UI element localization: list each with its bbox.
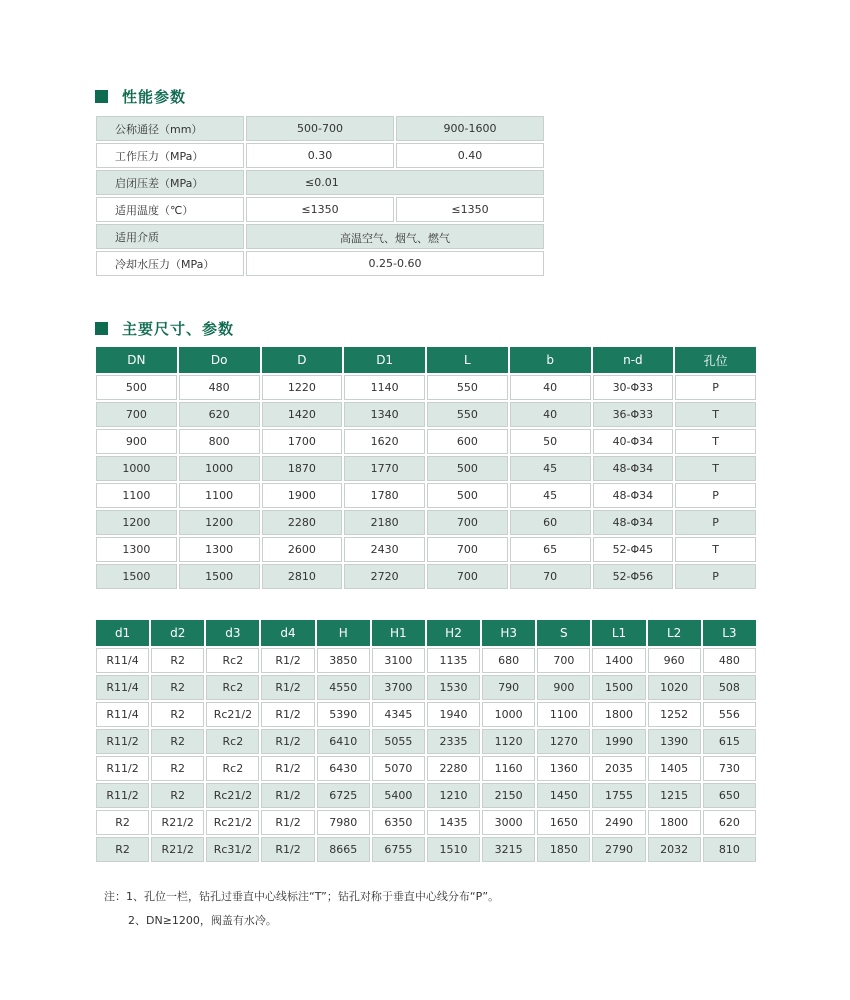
column-header: d4 (261, 620, 314, 646)
table-cell: 6755 (372, 837, 425, 862)
table-row (96, 116, 544, 141)
table-cell: Rc21/2 (206, 702, 259, 727)
table-cell: R11/4 (96, 702, 149, 727)
table-cell: 1940 (427, 702, 480, 727)
table-cell: 1435 (427, 810, 480, 835)
table-cell: 1300 (96, 537, 177, 562)
table-cell: 1530 (427, 675, 480, 700)
table-cell: 1120 (482, 729, 535, 754)
table-cell: 2032 (648, 837, 701, 862)
column-header: D1 (344, 347, 425, 373)
table-cell: T (675, 429, 756, 454)
table-cell: 1500 (592, 675, 645, 700)
performance-table (94, 114, 546, 278)
table-cell: 48-Φ34 (593, 456, 674, 481)
table-cell: T (675, 456, 756, 481)
table-cell: 1755 (592, 783, 645, 808)
column-header: H3 (482, 620, 535, 646)
table-cell: 2280 (262, 510, 343, 535)
table-cell: 700 (427, 537, 508, 562)
table-cell: Rc31/2 (206, 837, 259, 862)
table-cell: R2 (151, 756, 204, 781)
table-cell: 1800 (592, 702, 645, 727)
table-row (96, 197, 544, 222)
dimensions-table-2 (94, 618, 758, 864)
perf-cell: ≤1350 (246, 197, 394, 222)
column-header: L2 (648, 620, 701, 646)
section-title-dimensions (95, 318, 234, 339)
table-cell: 2180 (344, 510, 425, 535)
column-header: L3 (703, 620, 756, 646)
table-cell: 2280 (427, 756, 480, 781)
table-cell: R1/2 (261, 810, 314, 835)
table-cell: 1700 (262, 429, 343, 454)
column-header: n-d (593, 347, 674, 373)
table-cell: 2430 (344, 537, 425, 562)
table-cell: 7980 (317, 810, 370, 835)
table-cell: 650 (703, 783, 756, 808)
table-cell: 1850 (537, 837, 590, 862)
table-row (96, 810, 756, 835)
table-cell: 52-Φ56 (593, 564, 674, 589)
table-cell: 40-Φ34 (593, 429, 674, 454)
table-cell: 2150 (482, 783, 535, 808)
table-cell: R11/2 (96, 729, 149, 754)
table-cell: 620 (703, 810, 756, 835)
table-cell: 1800 (648, 810, 701, 835)
table-cell: 960 (648, 648, 701, 673)
table-cell: P (675, 483, 756, 508)
table-cell: 1000 (96, 456, 177, 481)
table-cell: 1780 (344, 483, 425, 508)
table-row (96, 648, 756, 673)
column-header: H (317, 620, 370, 646)
table-cell: 2600 (262, 537, 343, 562)
perf-label: 适用温度（℃） (96, 197, 244, 222)
table-cell: T (675, 402, 756, 427)
table-cell: 500 (96, 375, 177, 400)
square-bullet-icon (95, 322, 108, 335)
table-cell: R1/2 (261, 756, 314, 781)
table-cell: R1/2 (261, 702, 314, 727)
section-title-text: 性能参数 (122, 88, 187, 106)
table-cell: 5070 (372, 756, 425, 781)
table-cell: Rc2 (206, 729, 259, 754)
table-cell: R11/4 (96, 675, 149, 700)
table-cell: 1300 (179, 537, 260, 562)
table-row (96, 837, 756, 862)
table-cell: R2 (151, 783, 204, 808)
table-cell: 900 (537, 675, 590, 700)
table-cell: 550 (427, 375, 508, 400)
table-cell: 1000 (482, 702, 535, 727)
table-cell: 50 (510, 429, 591, 454)
table-cell: 65 (510, 537, 591, 562)
table-cell: R11/4 (96, 648, 149, 673)
column-header: d3 (206, 620, 259, 646)
table-cell: 1420 (262, 402, 343, 427)
table-cell: 500 (427, 483, 508, 508)
column-header: D (262, 347, 343, 373)
column-header: L (427, 347, 508, 373)
table-cell: 1270 (537, 729, 590, 754)
table-row (96, 170, 544, 195)
table-cell: 5400 (372, 783, 425, 808)
table-cell: R1/2 (261, 729, 314, 754)
table-cell: R21/2 (151, 837, 204, 862)
column-header: 孔位 (675, 347, 756, 373)
table-row (96, 251, 544, 276)
note-line-1: 注：1、孔位一栏，钻孔过垂直中心线标注“T”；钻孔对称于垂直中心线分布“P”。 (104, 890, 500, 903)
table-cell: 60 (510, 510, 591, 535)
perf-cell: 500-700 (246, 116, 394, 141)
table-cell: R1/2 (261, 648, 314, 673)
table-cell: 6725 (317, 783, 370, 808)
table-cell: 6410 (317, 729, 370, 754)
perf-label: 工作压力（MPa） (96, 143, 244, 168)
table-cell: R1/2 (261, 675, 314, 700)
perf-cell: ≤0.01 (246, 170, 544, 195)
table-cell: 6350 (372, 810, 425, 835)
square-bullet-icon (95, 90, 108, 103)
table-row (96, 224, 544, 249)
column-header: H2 (427, 620, 480, 646)
table-cell: R11/2 (96, 783, 149, 808)
table-cell: 1620 (344, 429, 425, 454)
dimensions-table-1 (94, 345, 758, 591)
table-cell: 1870 (262, 456, 343, 481)
table-cell: P (675, 564, 756, 589)
section-title-text: 主要尺寸、参数 (122, 320, 235, 338)
table-cell: 1400 (592, 648, 645, 673)
column-header: d2 (151, 620, 204, 646)
table-cell: Rc2 (206, 675, 259, 700)
table-cell: 5390 (317, 702, 370, 727)
table-row (96, 564, 756, 589)
table-cell: 500 (427, 456, 508, 481)
table-cell: 700 (427, 510, 508, 535)
perf-label: 启闭压差（MPa） (96, 170, 244, 195)
table-cell: 36-Φ33 (593, 402, 674, 427)
column-header: b (510, 347, 591, 373)
notes (104, 885, 499, 933)
table-row (96, 429, 756, 454)
table-cell: 1252 (648, 702, 701, 727)
table-row (96, 675, 756, 700)
table-row (96, 756, 756, 781)
table-cell: 4550 (317, 675, 370, 700)
table-cell: 6430 (317, 756, 370, 781)
table-cell: 556 (703, 702, 756, 727)
table-cell: 1160 (482, 756, 535, 781)
table-cell: 700 (537, 648, 590, 673)
table-cell: R1/2 (261, 837, 314, 862)
table-cell: 900 (96, 429, 177, 454)
table-row (96, 375, 756, 400)
table-cell: 1140 (344, 375, 425, 400)
table-cell: 480 (703, 648, 756, 673)
note-line-2: 2、DN≥1200，阀盖有水冷。 (128, 914, 277, 927)
table-row (96, 510, 756, 535)
table-cell: R1/2 (261, 783, 314, 808)
table-cell: R2 (151, 729, 204, 754)
table-cell: 1135 (427, 648, 480, 673)
table-cell: 550 (427, 402, 508, 427)
table-cell: P (675, 375, 756, 400)
table-cell: 1500 (179, 564, 260, 589)
table-cell: 508 (703, 675, 756, 700)
table-cell: 48-Φ34 (593, 483, 674, 508)
table-cell: 1650 (537, 810, 590, 835)
table-cell: 1450 (537, 783, 590, 808)
perf-cell: 0.25-0.60 (246, 251, 544, 276)
table-cell: 40 (510, 375, 591, 400)
table-cell: 52-Φ45 (593, 537, 674, 562)
table-cell: 615 (703, 729, 756, 754)
table-row (96, 537, 756, 562)
table-row (96, 483, 756, 508)
table-cell: T (675, 537, 756, 562)
table-cell: 3000 (482, 810, 535, 835)
table-cell: 1200 (96, 510, 177, 535)
column-header: Do (179, 347, 260, 373)
table-header-row (96, 620, 756, 646)
table-row (96, 702, 756, 727)
perf-cell: ≤1350 (396, 197, 544, 222)
table-cell: Rc2 (206, 756, 259, 781)
table-cell: 1990 (592, 729, 645, 754)
column-header: d1 (96, 620, 149, 646)
table-cell: 810 (703, 837, 756, 862)
perf-cell: 高温空气、烟气、燃气 (246, 224, 544, 249)
perf-cell: 0.30 (246, 143, 394, 168)
table-cell: 8665 (317, 837, 370, 862)
table-cell: 1220 (262, 375, 343, 400)
table-cell: 1020 (648, 675, 701, 700)
table-cell: 1100 (179, 483, 260, 508)
perf-label: 冷却水压力（MPa） (96, 251, 244, 276)
table-cell: 600 (427, 429, 508, 454)
table-cell: 1770 (344, 456, 425, 481)
table-cell: 2720 (344, 564, 425, 589)
table-row (96, 456, 756, 481)
table-cell: 480 (179, 375, 260, 400)
column-header: L1 (592, 620, 645, 646)
table-cell: 3700 (372, 675, 425, 700)
table-row (96, 143, 544, 168)
table-cell: R2 (151, 675, 204, 700)
table-row (96, 783, 756, 808)
column-header: S (537, 620, 590, 646)
table-cell: 1210 (427, 783, 480, 808)
table-cell: 1360 (537, 756, 590, 781)
table-cell: 1390 (648, 729, 701, 754)
table-cell: 700 (427, 564, 508, 589)
table-cell: 1100 (537, 702, 590, 727)
perf-cell: 0.40 (396, 143, 544, 168)
table-cell: 3850 (317, 648, 370, 673)
table-cell: R11/2 (96, 756, 149, 781)
perf-cell: 900-1600 (396, 116, 544, 141)
table-cell: Rc21/2 (206, 810, 259, 835)
table-cell: 2335 (427, 729, 480, 754)
table-cell: 730 (703, 756, 756, 781)
table-cell: 2490 (592, 810, 645, 835)
table-cell: 620 (179, 402, 260, 427)
table-cell: 1215 (648, 783, 701, 808)
perf-label: 适用介质 (96, 224, 244, 249)
table-cell: 30-Φ33 (593, 375, 674, 400)
table-cell: R21/2 (151, 810, 204, 835)
table-cell: R2 (151, 648, 204, 673)
table-cell: 2790 (592, 837, 645, 862)
table-cell: 680 (482, 648, 535, 673)
table-cell: R2 (151, 702, 204, 727)
table-cell: 1510 (427, 837, 480, 862)
table-cell: 2035 (592, 756, 645, 781)
table-cell: 790 (482, 675, 535, 700)
table-cell: 1500 (96, 564, 177, 589)
table-row (96, 402, 756, 427)
table-cell: 800 (179, 429, 260, 454)
table-cell: 3215 (482, 837, 535, 862)
table-cell: 1405 (648, 756, 701, 781)
table-cell: 45 (510, 483, 591, 508)
column-header: DN (96, 347, 177, 373)
table-row (96, 729, 756, 754)
table-cell: 70 (510, 564, 591, 589)
perf-label: 公称通径（mm） (96, 116, 244, 141)
table-cell: 5055 (372, 729, 425, 754)
table-cell: R2 (96, 810, 149, 835)
table-cell: 4345 (372, 702, 425, 727)
table-cell: 1340 (344, 402, 425, 427)
table-cell: 1000 (179, 456, 260, 481)
table-cell: 45 (510, 456, 591, 481)
table-cell: 2810 (262, 564, 343, 589)
table-cell: 700 (96, 402, 177, 427)
table-cell: P (675, 510, 756, 535)
table-header-row (96, 347, 756, 373)
table-cell: 1900 (262, 483, 343, 508)
table-cell: 40 (510, 402, 591, 427)
table-cell: 1100 (96, 483, 177, 508)
table-cell: 3100 (372, 648, 425, 673)
column-header: H1 (372, 620, 425, 646)
table-cell: 1200 (179, 510, 260, 535)
table-cell: R2 (96, 837, 149, 862)
table-cell: Rc2 (206, 648, 259, 673)
section-title-performance (95, 86, 186, 107)
table-cell: Rc21/2 (206, 783, 259, 808)
table-cell: 48-Φ34 (593, 510, 674, 535)
